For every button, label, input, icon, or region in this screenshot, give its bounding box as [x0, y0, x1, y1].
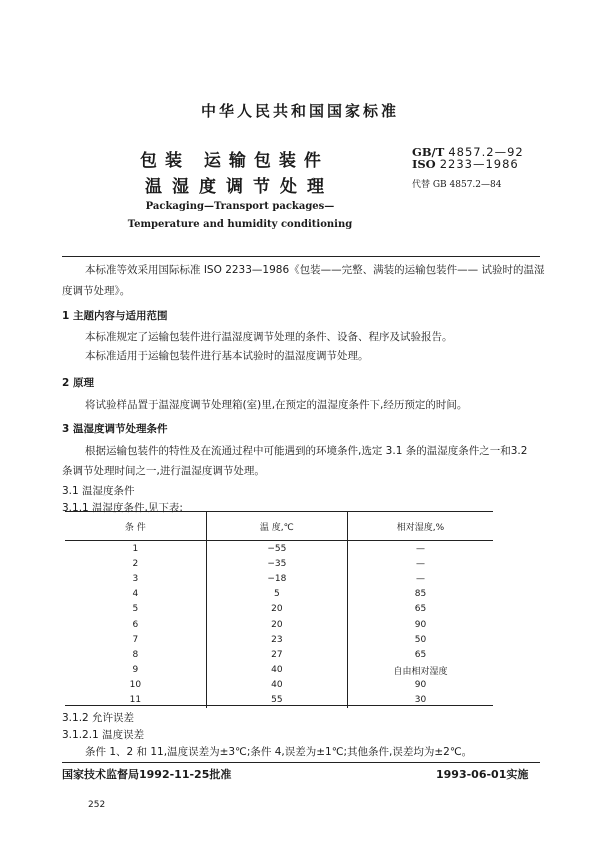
standard-codes: [412, 146, 524, 170]
table-bottom-border: [65, 705, 493, 706]
section-2-line1: 将试验样品置于温湿度调节处理箱(室)里,在预定的温湿度条件下,经历预定的时间。: [85, 399, 468, 411]
page-number: 252: [88, 800, 106, 810]
cell-temperature: 55: [206, 693, 347, 708]
table-row: [65, 541, 493, 557]
cell-condition: 5: [132, 604, 139, 615]
cell-temperature: −55: [206, 541, 347, 557]
table-row: [65, 617, 493, 632]
table-row: [65, 678, 493, 693]
title-english-line1: Packaging—Transport packages—: [145, 201, 335, 212]
section-3-1-1-title: 3.1.1 温湿度条件,见下表:: [62, 502, 183, 514]
table-row: [65, 602, 493, 617]
approval-date: 国家技术监督局1992-11-25批准: [62, 768, 232, 781]
cell-humidity: 50: [347, 632, 493, 647]
section-1-line2: 本标准适用于运输包装件进行基本试验时的温湿度调节处理。: [85, 350, 369, 362]
section-3-1-2-1-title: 3.1.2.1 温度误差: [62, 729, 145, 741]
standard-organization: 中华人民共和国国家标准: [200, 102, 399, 120]
footer-divider: [62, 762, 540, 763]
cell-condition: 8: [132, 649, 139, 660]
header-divider: [62, 256, 540, 257]
cell-humidity: —: [347, 571, 493, 586]
section-3-1-title: 3.1 温湿度条件: [62, 485, 135, 497]
cell-condition: 7: [132, 634, 139, 645]
cell-temperature: 23: [206, 632, 347, 647]
cell-humidity: 自由相对湿度: [347, 663, 493, 678]
gb-code-prefix: GB/T: [412, 145, 445, 159]
cell-humidity: 85: [347, 587, 493, 602]
intro-line1: 本标准等效采用国际标准 ISO 2233—1986《包装——完整、满装的运输包装件—— 试验时的温湿: [85, 264, 545, 276]
table-row: [65, 587, 493, 602]
cell-temperature: 40: [206, 678, 347, 693]
cell-humidity: —: [347, 556, 493, 571]
title-chinese-line1: 包装 运输包装件: [140, 151, 329, 171]
title-english-line2: Temperature and humidity conditioning: [127, 219, 353, 230]
table-row: [65, 571, 493, 586]
section-3-line2: 条调节处理时间之一,进行温湿度调节处理。: [62, 465, 265, 477]
cell-humidity: 90: [347, 678, 493, 693]
cell-condition: 11: [129, 695, 142, 706]
replaces-note: 代替 GB 4857.2—84: [412, 180, 502, 190]
intro-line2: 度调节处理》。: [62, 285, 131, 297]
section-2-title: 2 原理: [62, 377, 94, 389]
cell-condition: 10: [129, 680, 142, 691]
cell-temperature: −35: [206, 556, 347, 571]
section-3-title: 3 温湿度调节处理条件: [62, 423, 168, 435]
cell-condition: 1: [132, 543, 139, 554]
cell-humidity: 65: [347, 647, 493, 662]
section-3-1-2-title: 3.1.2 允许误差: [62, 712, 135, 724]
iso-code-prefix: ISO: [412, 157, 436, 171]
cell-humidity: 65: [347, 602, 493, 617]
iso-code-number: 2233—1986: [439, 157, 519, 171]
cell-humidity: 30: [347, 693, 493, 708]
table-row: [65, 632, 493, 647]
cell-condition: 6: [132, 619, 139, 630]
iso-code: [412, 158, 524, 170]
cell-humidity: —: [347, 541, 493, 557]
cell-temperature: 5: [206, 587, 347, 602]
cell-temperature: 27: [206, 647, 347, 662]
cell-humidity: 90: [347, 617, 493, 632]
section-3-line1: 根据运输包装件的特性及在流通过程中可能遇到的环境条件,选定 3.1 条的温湿度条件之一和3.2: [85, 445, 528, 457]
cell-temperature: 40: [206, 663, 347, 678]
gb-code-number: 4857.2—92: [448, 145, 524, 159]
cell-condition: 2: [132, 558, 139, 569]
section-3-1-2-1-text: 条件 1、2 和 11,温度误差为±3℃;条件 4,误差为±1℃;其他条件,误差均为±2℃。: [85, 746, 473, 758]
section-1-line1: 本标准规定了运输包装件进行温湿度调节处理的条件、设备、程序及试验报告。: [85, 331, 453, 343]
table-header-row: [65, 512, 493, 541]
cell-temperature: −18: [206, 571, 347, 586]
cell-condition: 4: [132, 589, 139, 600]
conditions-table: [65, 512, 493, 708]
header-temperature: 温 度,℃: [206, 512, 347, 541]
cell-condition: 3: [132, 573, 139, 584]
effective-date: 1993-06-01实施: [436, 768, 529, 781]
table-row: [65, 556, 493, 571]
title-chinese-line2: 温湿度调节处理: [145, 177, 334, 197]
header-condition: 条 件: [65, 512, 206, 541]
cell-temperature: 20: [206, 617, 347, 632]
section-1-title: 1 主题内容与适用范围: [62, 310, 168, 322]
table-row: [65, 663, 493, 678]
table-row: [65, 647, 493, 662]
header-humidity: 相对湿度,%: [347, 512, 493, 541]
cell-condition: 9: [132, 665, 139, 676]
cell-temperature: 20: [206, 602, 347, 617]
